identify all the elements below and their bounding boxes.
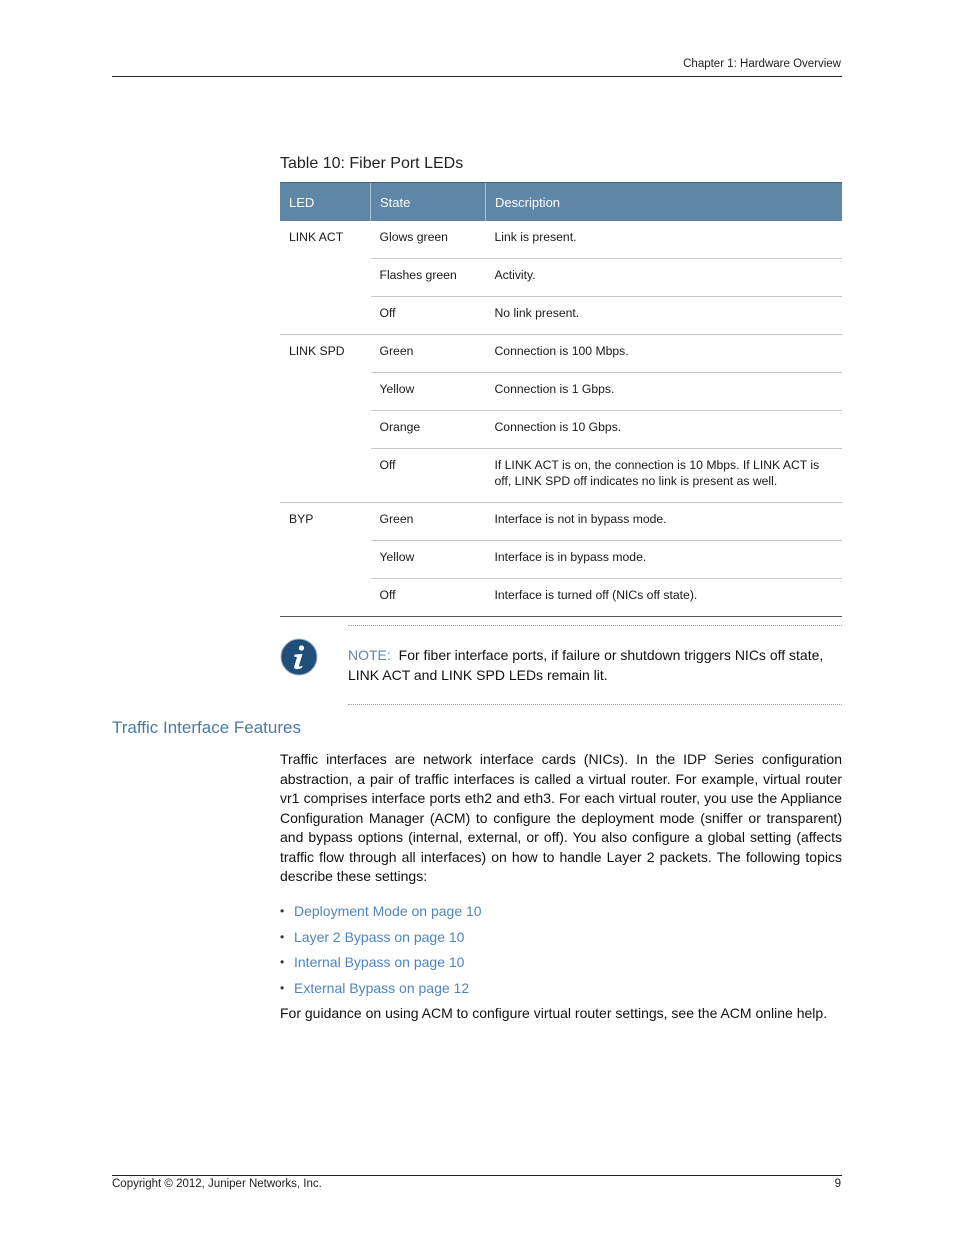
link-internal-bypass[interactable]: Internal Bypass on page 10 — [294, 954, 465, 971]
page-number: 9 — [834, 1178, 841, 1190]
description-cell: Link is present. — [494, 230, 577, 244]
state-cell: Green — [371, 503, 486, 541]
table-row — [280, 221, 842, 259]
state-cell: Orange — [371, 411, 486, 449]
led-cell: LINK ACT — [289, 230, 344, 244]
state-cell: Yellow — [371, 541, 486, 579]
note-body: For fiber interface ports, if failure or shutdown triggers NICs off state, LINK ACT and LINK SPD LEDs remain lit. — [348, 647, 824, 683]
description-cell: Connection is 100 Mbps. — [486, 335, 843, 373]
state-cell: Off — [371, 449, 486, 503]
topic-link-list — [280, 901, 482, 1004]
header-rule — [112, 76, 842, 77]
table-row — [280, 541, 842, 579]
led-cell — [280, 541, 371, 579]
column-header-state: State — [371, 183, 486, 222]
section-title: Traffic Interface Features — [112, 718, 301, 737]
led-cell — [280, 449, 371, 503]
description-cell: Interface is in bypass mode. — [486, 541, 843, 579]
fiber-port-leds-table — [280, 182, 842, 617]
led-cell — [280, 259, 371, 297]
state-cell: Flashes green — [371, 259, 486, 297]
note-text — [348, 646, 848, 685]
table-header-row — [280, 183, 842, 222]
led-cell: BYP — [280, 503, 371, 541]
led-cell — [280, 373, 371, 411]
footer-rule — [112, 1175, 842, 1176]
note-bottom-rule — [348, 704, 842, 705]
description-cell: Interface is turned off (NICs off state). — [486, 579, 843, 617]
table-row — [280, 449, 842, 503]
table-caption: Table 10: Fiber Port LEDs — [280, 155, 464, 172]
led-cell: LINK SPD — [280, 335, 371, 373]
table-row — [280, 411, 842, 449]
column-header-description: Description — [486, 183, 843, 222]
note-top-rule — [348, 625, 842, 626]
info-icon — [280, 638, 318, 676]
state-cell: Off — [371, 579, 486, 617]
led-cell — [280, 297, 371, 335]
state-cell: Off — [371, 297, 486, 335]
note-label: NOTE: — [348, 647, 391, 663]
table-row — [280, 335, 842, 373]
table-row — [280, 373, 842, 411]
description-cell: No link present. — [486, 297, 843, 335]
description-cell: Interface is not in bypass mode. — [486, 503, 843, 541]
intro-paragraph: Traffic interfaces are network interface cards (NICs). In the IDP Series configuration abstraction, a pair of traffic interfaces is called a virtual router. For example, virtual router vr1 comprises interface ports eth2 and eth3. For each virtual router, you use the Appliance Configuration Manager (ACM) to configure the deployment mode (sniffer or transparent) and bypass options (internal, external, or off). You also configure a global setting (affects traffic flow through all interfaces) on how to handle Layer 2 packets. The following topics describe these settings: — [280, 751, 842, 884]
description-cell: If LINK ACT is on, the connection is 10 Mbps. If LINK ACT is off, LINK SPD off indicates no link is present as well. — [486, 449, 843, 503]
state-cell: Yellow — [371, 373, 486, 411]
led-cell — [280, 411, 371, 449]
footer-copyright: Copyright © 2012, Juniper Networks, Inc. — [112, 1178, 322, 1190]
table-row — [280, 579, 842, 617]
description-cell: Activity. — [486, 259, 843, 297]
column-header-led: LED — [280, 183, 371, 222]
table-row — [280, 297, 842, 335]
list-item: • Deployment Mode on page 10 — [280, 903, 482, 919]
closing-paragraph: For guidance on using ACM to configure virtual router settings, see the ACM online help. — [280, 1005, 828, 1021]
running-header: Chapter 1: Hardware Overview — [683, 58, 841, 70]
link-deployment-mode[interactable]: Deployment Mode on page 10 — [294, 903, 482, 919]
list-item: • External Bypass on page 12 — [280, 980, 470, 997]
state-cell: Glows green — [379, 230, 448, 244]
description-cell: Connection is 10 Gbps. — [486, 411, 843, 449]
link-layer2-bypass[interactable]: Layer 2 Bypass on page 10 — [294, 928, 465, 945]
list-item: • Layer 2 Bypass on page 10 — [280, 928, 465, 945]
link-external-bypass[interactable]: External Bypass on page 12 — [294, 980, 470, 997]
led-cell — [280, 579, 371, 617]
state-cell: Green — [371, 335, 486, 373]
table-row — [280, 259, 842, 297]
description-cell: Connection is 1 Gbps. — [486, 373, 843, 411]
list-item: • Internal Bypass on page 10 — [280, 954, 465, 971]
table-row — [280, 503, 842, 541]
